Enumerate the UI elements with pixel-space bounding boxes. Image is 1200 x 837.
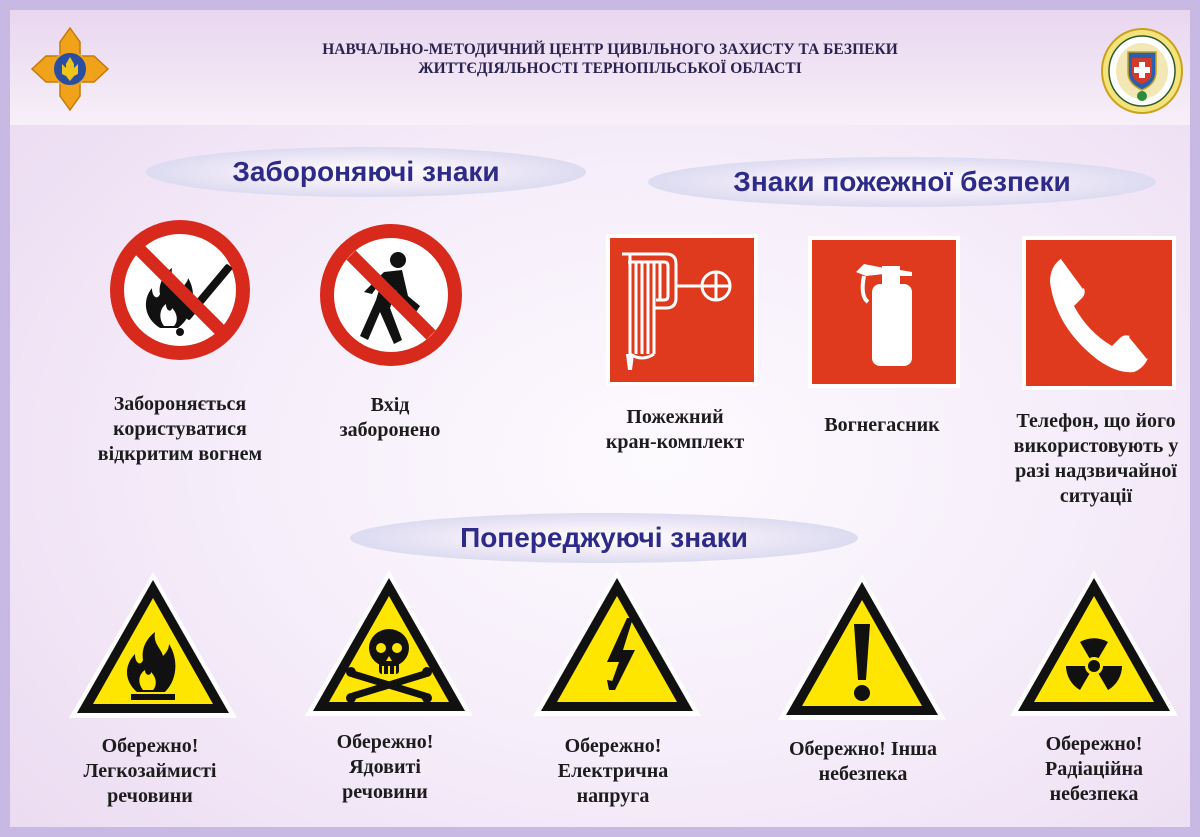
caption-line: Пожежний: [626, 406, 724, 428]
electrical-voltage-caption: [523, 734, 703, 809]
caption-line: разі надзвичайної: [1015, 460, 1177, 482]
caption-line: відкритим вогнем: [97, 443, 263, 465]
caption-line: Електрична: [557, 760, 669, 782]
header-title: [230, 40, 990, 78]
caption-line: Обережно!: [564, 735, 662, 757]
civil-defense-emblem-icon: [28, 24, 112, 114]
fire-extinguisher-sign-icon: [808, 236, 960, 388]
caption-line: Радіаційна: [1044, 758, 1144, 780]
no-open-flame-caption: [60, 392, 300, 467]
fire-hose-reel-sign-icon: [606, 234, 758, 386]
caption-line: ситуації: [1059, 485, 1133, 507]
caption-line: користуватися: [113, 418, 247, 440]
caption-line: Обережно!: [101, 735, 199, 757]
general-danger-warning-sign-icon: [774, 570, 950, 726]
electrical-voltage-warning-sign-icon: [529, 566, 705, 722]
prohibiting-section-title: Забороняючі знаки: [232, 156, 500, 187]
emergency-telephone-caption: [988, 409, 1200, 509]
emergency-telephone-sign-icon: [1022, 236, 1176, 390]
fire-safety-section-title: Знаки пожежної безпеки: [733, 166, 1071, 197]
caption-line: Обережно!: [336, 731, 434, 753]
prohibiting-section-header: [146, 147, 586, 197]
header-title-line-1: НАВЧАЛЬНО-МЕТОДИЧНИЙ ЦЕНТР ЦИВІЛЬНОГО ЗАХИСТУ ТА БЕЗПЕКИ: [322, 41, 898, 58]
radiation-caption: [998, 732, 1190, 807]
fire-safety-section-header: [648, 157, 1156, 207]
no-open-flame-sign-icon: [108, 218, 252, 362]
general-danger-caption: [758, 737, 968, 787]
caption-line: Вхід: [370, 394, 410, 416]
flammable-warning-sign-icon: [65, 568, 241, 724]
toxic-caption: [295, 730, 475, 805]
warning-section-title: Попереджуючі знаки: [460, 522, 748, 553]
caption-line: речовини: [342, 781, 428, 803]
caption-line: напруга: [576, 785, 650, 807]
caption-line: Вогнегасник: [824, 414, 940, 436]
caption-line: Обережно!: [1045, 733, 1143, 755]
caption-line: Легкозаймисті: [83, 760, 217, 782]
caption-line: заборонено: [339, 419, 441, 441]
no-entry-caption: [310, 393, 470, 443]
warning-section-header: [350, 513, 858, 563]
toxic-warning-sign-icon: [301, 566, 477, 722]
fire-extinguisher-caption: [792, 413, 972, 438]
fire-hose-reel-caption: [590, 405, 760, 455]
caption-line: небезпека: [1049, 783, 1139, 805]
caption-line: Телефон, що його: [1016, 410, 1176, 432]
header-title-line-2: ЖИТТЄДІЯЛЬНОСТІ ТЕРНОПІЛЬСЬКОЇ ОБЛАСТІ: [418, 60, 802, 77]
no-entry-sign-icon: [318, 222, 464, 368]
caption-line: небезпека: [818, 763, 908, 785]
flammable-caption: [50, 734, 250, 809]
caption-line: використовують у: [1013, 435, 1179, 457]
caption-line: кран-комплект: [605, 431, 745, 453]
caption-line: Забороняється: [113, 393, 247, 415]
training-center-seal-icon: [1100, 26, 1184, 116]
caption-line: Обережно! Інша: [788, 738, 938, 760]
radiation-warning-sign-icon: [1006, 566, 1182, 722]
caption-line: Ядовиті: [349, 756, 421, 778]
caption-line: речовини: [107, 785, 193, 807]
